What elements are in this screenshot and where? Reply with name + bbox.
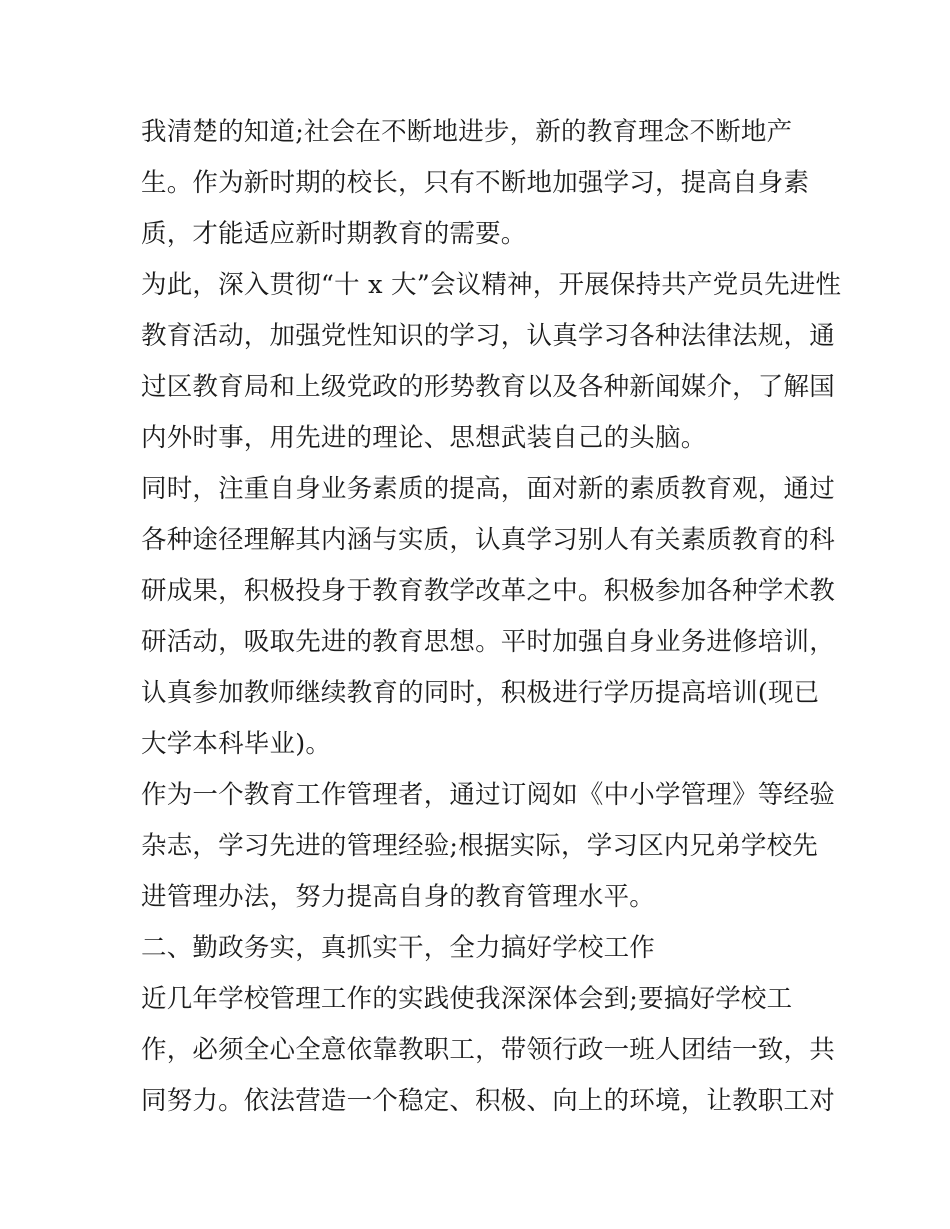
document-body [141, 107, 842, 1127]
text-line: 质，才能适应新时期教育的需要。 [141, 219, 527, 249]
section-heading: 二、勤政务实，真抓实干，全力搞好学校工作 [141, 933, 656, 963]
text-line: 生。作为新时期的校长，只有不断地加强学习，提高自身素 [141, 168, 810, 198]
text-line: 杂志，学习先进的管理经验;根据实际，学习区内兄弟学校先 [141, 831, 818, 861]
text-line: 我清楚的知道;社会在不断地进步，新的教育理念不断地产 [141, 117, 793, 147]
text-line: 认真参加教师继续教育的同时，积极进行学历提高培训(现已 [141, 678, 820, 708]
text-line: 同时，注重自身业务素质的提高，面对新的素质教育观，通过 [141, 474, 835, 504]
text-line: 研成果，积极投身于教育教学改革之中。积极参加各种学术教 [141, 576, 835, 606]
text-line: 作，必须全心全意依靠教职工，带领行政一班人团结一致，共 [141, 1035, 835, 1065]
text-line: 教育活动，加强党性知识的学习，认真学习各种法律法规，通 [141, 321, 835, 351]
text-line: 作为一个教育工作管理者，通过订阅如《中小学管理》等经验 [141, 780, 835, 810]
text-line: 各种途径理解其内涵与实质，认真学习别人有关素质教育的科 [141, 525, 835, 555]
text-line: 近几年学校管理工作的实践使我深深体会到;要搞好学校工 [141, 984, 793, 1014]
text-line: 内外时事，用先进的理论、思想武装自己的头脑。 [141, 423, 707, 453]
text-line: 进管理办法，努力提高自身的教育管理水平。 [141, 882, 656, 912]
text-line: 大学本科毕业)。 [141, 729, 332, 759]
text-line: 同努力。依法营造一个稳定、积极、向上的环境，让教职工对 [141, 1086, 835, 1116]
text-line: 为此，深入贯彻“十 x 大”会议精神，开展保持共产党员先进性 [141, 270, 842, 300]
text-line: 过区教育局和上级党政的形势教育以及各种新闻媒介，了解国 [141, 372, 835, 402]
text-line: 研活动，吸取先进的教育思想。平时加强自身业务进修培训， [141, 627, 835, 657]
